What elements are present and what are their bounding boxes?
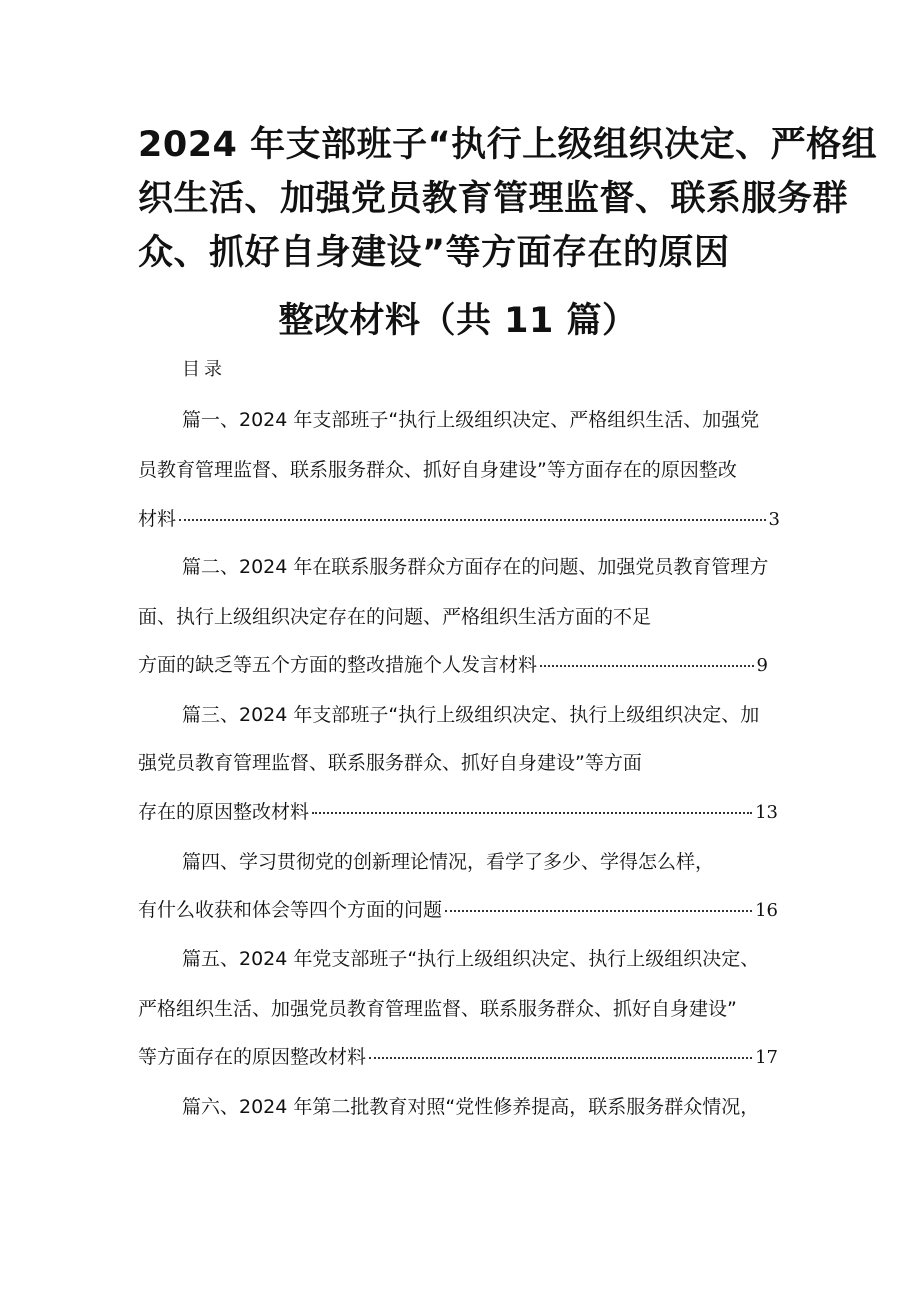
toc-entry-line: 篇二、2024 年在联系服务群众方面存在的问题、加强党员教育管理方 [182,556,769,578]
toc-entry-line: 员教育管理监督、联系服务群众、抓好自身建设”等方面存在的原因整改 [138,459,737,481]
toc-heading: 目录 [182,359,226,380]
toc-entry-line: 篇三、2024 年支部班子“执行上级组织决定、执行上级组织决定、加 [182,704,760,726]
toc-entry-leader-line[interactable] [138,1043,788,1072]
document-title [138,118,878,348]
toc-entry-leader-line[interactable] [138,798,788,827]
dot-leader [445,910,752,912]
toc-page-number: 13 [755,802,778,823]
toc-entry-leader-line[interactable] [138,505,788,534]
toc-entry-line: 篇六、2024 年第二批教育对照“党性修养提高，联系服务群众情况， [182,1096,760,1118]
toc-entry-leader-line[interactable] [138,896,788,925]
toc-entry-line: 面、执行上级组织决定存在的问题、严格组织生活方面的不足 [138,606,652,628]
dot-leader [179,519,766,521]
title-line: 2024 年支部班子“执行上级组织决定、严格组 [138,125,878,165]
toc-entry-line: 篇四、学习贯彻党的创新理论情况，看学了多少、学得怎么样， [182,851,715,873]
toc-entry-line: 篇一、2024 年支部班子“执行上级组织决定、严格组织生活、加强党 [182,409,760,431]
toc-page-number: 3 [768,509,780,530]
toc-entry-line: 严格组织生活、加强党员教育管理监督、联系服务群众、抓好自身建设” [138,998,737,1020]
toc-entry-line: 强党员教育管理监督、联系服务群众、抓好自身建设”等方面 [138,752,642,774]
toc-entry-line: 篇五、2024 年党支部班子“执行上级组织决定、执行上级组织决定、 [182,948,760,970]
toc-entry-text: 有什么收获和体会等四个方面的问题 [138,899,443,921]
title-line: 众、抓好自身建设”等方面存在的原因 [138,233,730,273]
dot-leader [540,665,754,667]
dot-leader [312,812,752,814]
toc-page-number: 17 [755,1047,778,1068]
toc-entry-text: 方面的缺乏等五个方面的整改措施个人发言材料 [138,654,538,676]
toc-entry-leader-line[interactable] [138,651,788,680]
toc-entry-text: 材料 [138,508,177,530]
toc-entry-text: 存在的原因整改材料 [138,801,310,823]
title-line: 织生活、加强党员教育管理监督、联系服务群 [138,179,849,219]
dot-leader [369,1057,752,1059]
title-subline: 整改材料（共 11 篇） [278,301,638,341]
toc-entry-text: 等方面存在的原因整改材料 [138,1046,367,1068]
toc-page-number: 16 [755,900,778,921]
toc-page-number: 9 [756,655,768,676]
